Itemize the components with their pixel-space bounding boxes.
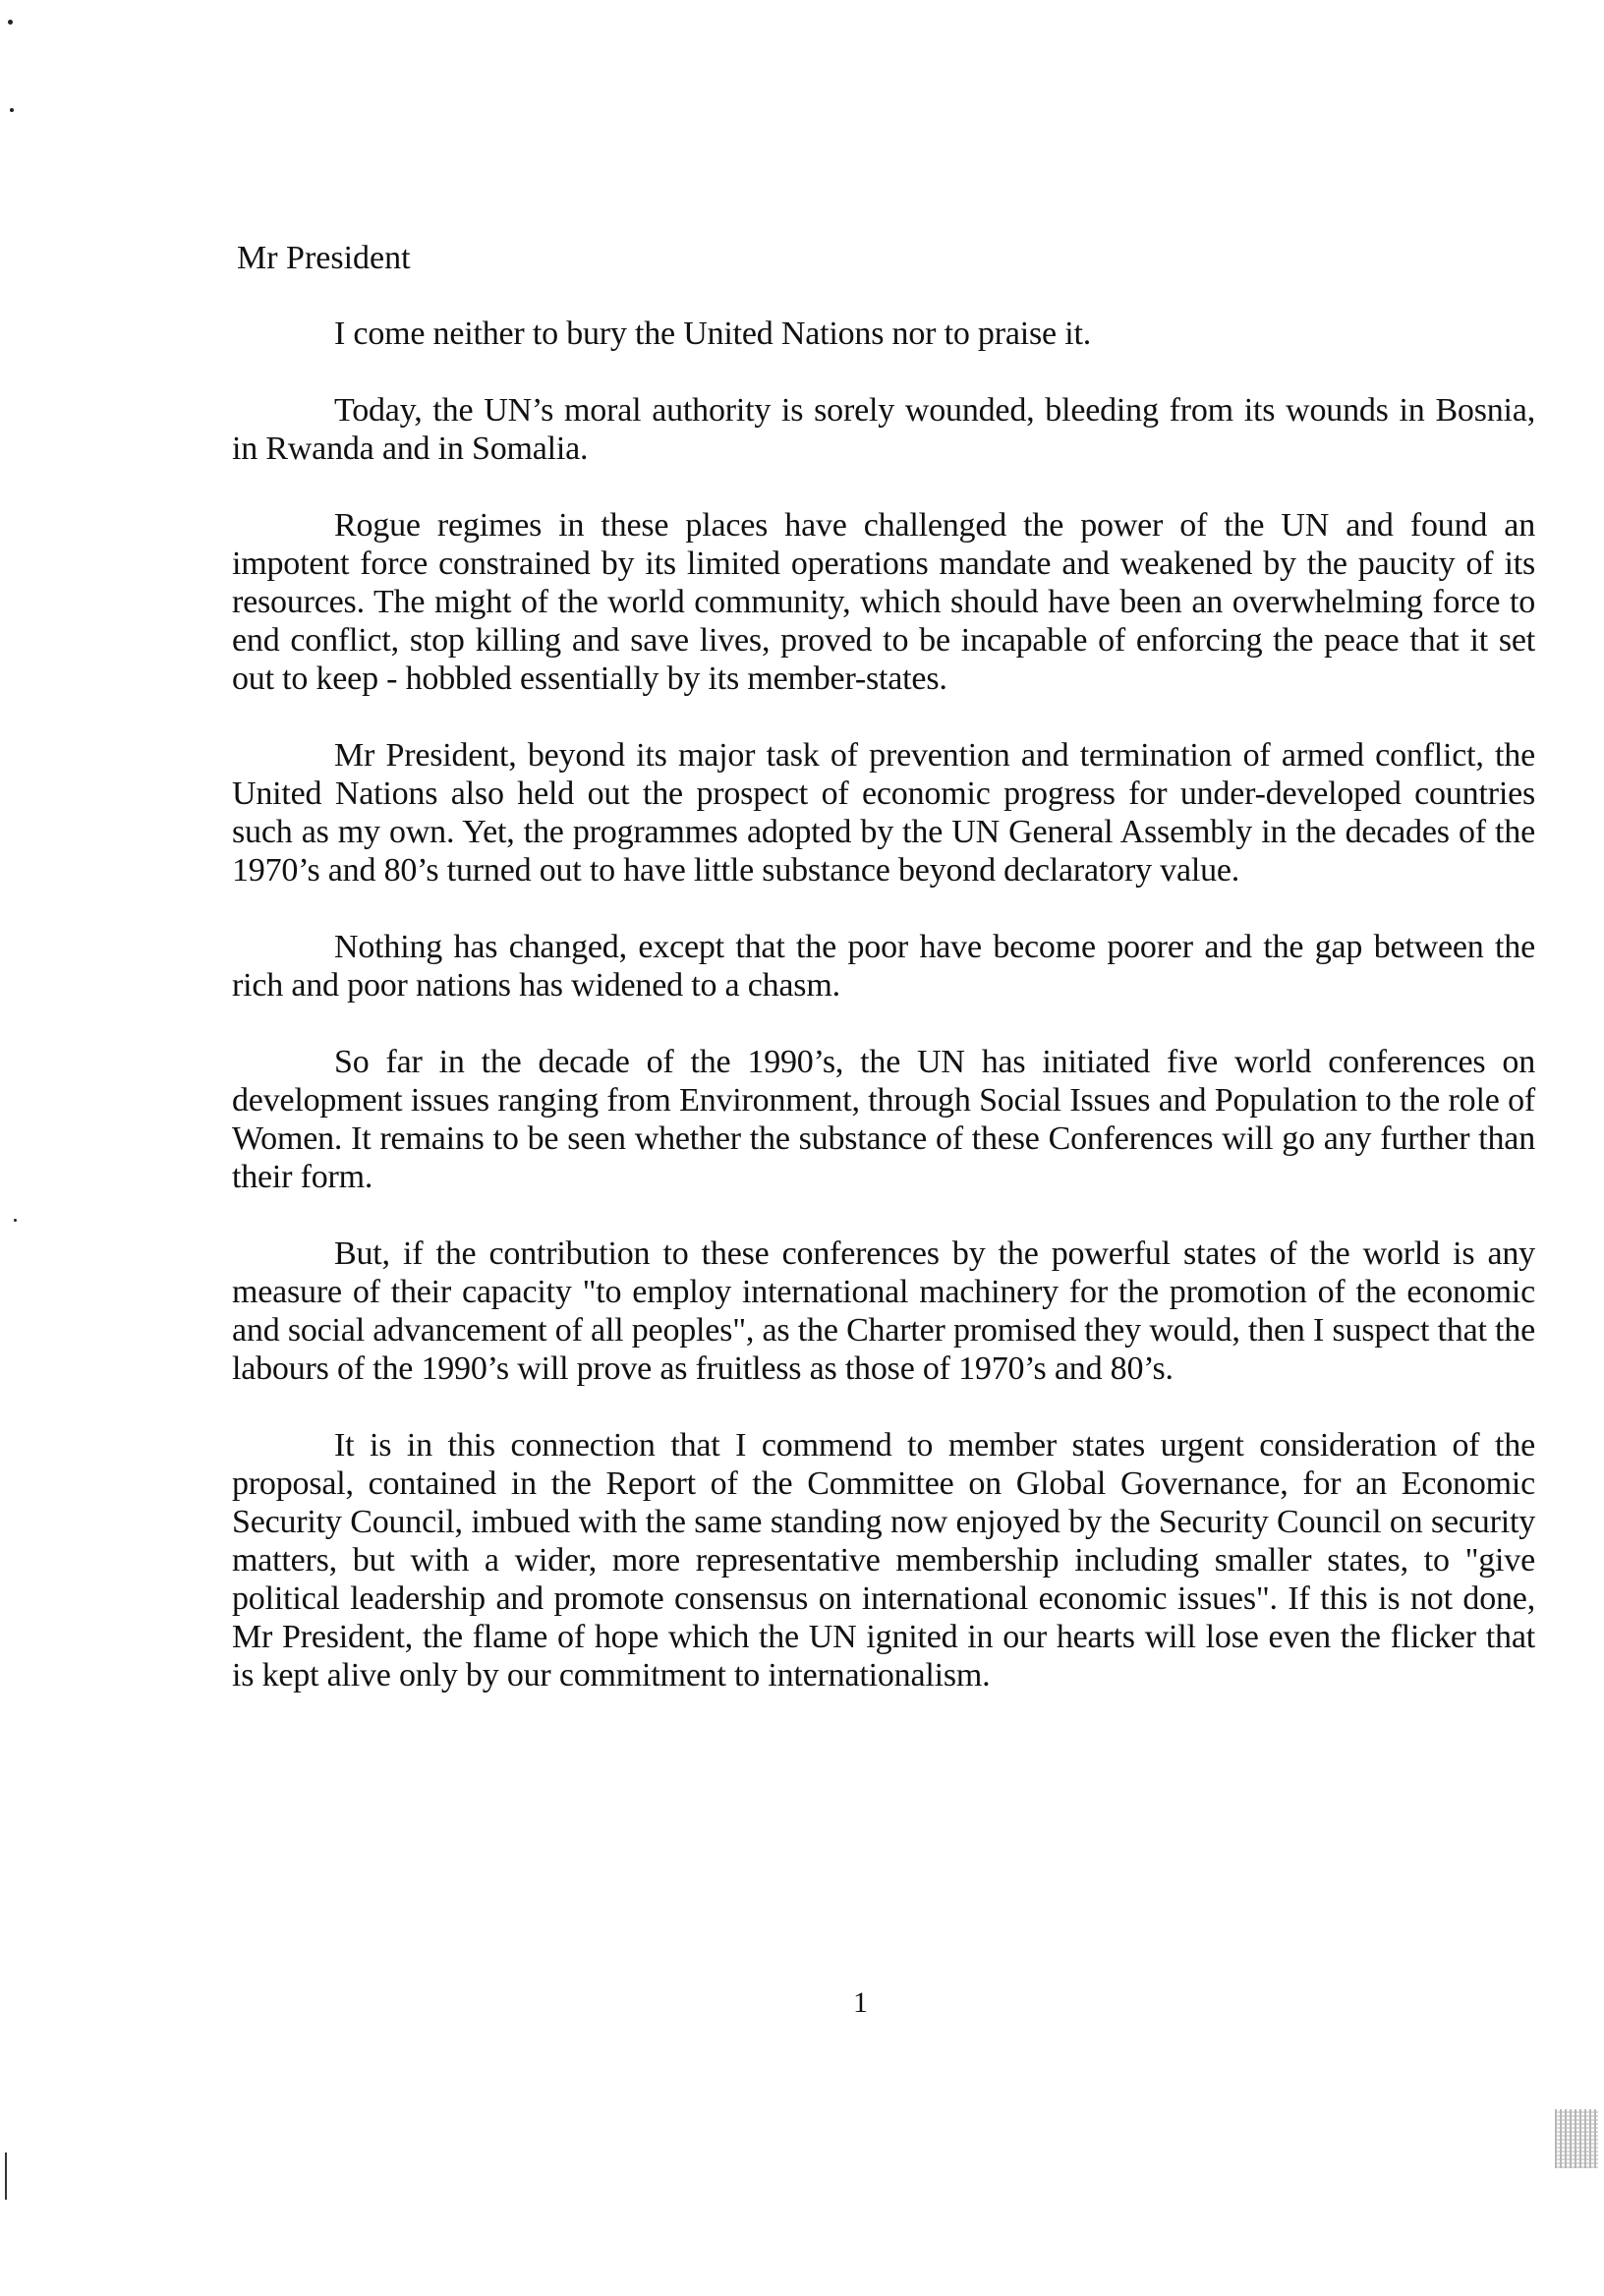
paragraph-charter-promise: But, if the contribution to these conferences by the powerful states of the world is any measure of their capacity "to employ international machinery for the promotion of the economic and social advancement of all peoples", as the Charter promised they would, then I suspect that the labours of the 1990’s will prove as fruitless as those of 1970’s and 80’s.	[232, 1235, 1535, 1387]
paragraph-opening: I come neither to bury the United Nations nor to praise it.	[334, 316, 1092, 352]
paragraph-rogue-regimes: Rogue regimes in these places have challenged the power of the UN and found an impotent force constrained by its limited operations mandate and weakened by the paucity of its resources. The might of the world community, which should have been an overwhelming force to end conflict, stop killing and save lives, proved to be incapable of enforcing the peace that it set out to keep - hobbled essentially by its member-states.	[232, 507, 1535, 697]
salutation: Mr President	[237, 240, 411, 276]
paragraph-nothing-changed: Nothing has changed, except that the poor have become poorer and the gap between the rich and poor nations has widened to a chasm.	[232, 929, 1535, 1004]
paragraph-moral-authority: Today, the UN’s moral authority is sorely wounded, bleeding from its wounds in Bosnia, in Rwanda and in Somalia.	[232, 392, 1535, 467]
scan-speck	[8, 20, 13, 25]
scan-speck	[14, 1219, 17, 1222]
paragraph-world-conferences: So far in the decade of the 1990’s, the UN has initiated five world conferences on development issues ranging from Environment, through Social Issues and Population to the role of Women. It remains to be seen whether the substance of these Conferences will go any further than their form.	[232, 1044, 1535, 1195]
scan-edge-mark	[5, 2152, 7, 2200]
paragraph-economic-progress: Mr President, beyond its major task of prevention and termination of armed conflict, the United Nations also held out the prospect of economic progress for under-developed countries such as my own. Yet, the programmes adopted by the UN General Assembly in the decades of the 1970’s and 80’s turned out to have little substance beyond declaratory value.	[232, 737, 1535, 889]
scan-speck	[10, 108, 14, 112]
speech-body	[232, 315, 1535, 1733]
paragraph-economic-security-council: It is in this connection that I commend to member states urgent consideration of the proposal, contained in the Report of the Committee on Global Governance, for an Economic Security Council, imbued with the same standing now enjoyed by the Security Council on security matters, but with a wider, more representative membership including smaller states, to "give political leadership and promote consensus on international economic issues". If this is not done, Mr President, the flame of hope which the UN ignited in our hearts will lose even the flicker that is kept alive only by our commitment to internationalism.	[232, 1427, 1535, 1693]
page-number: 1	[853, 1986, 868, 2019]
scan-noise	[1555, 2109, 1598, 2168]
